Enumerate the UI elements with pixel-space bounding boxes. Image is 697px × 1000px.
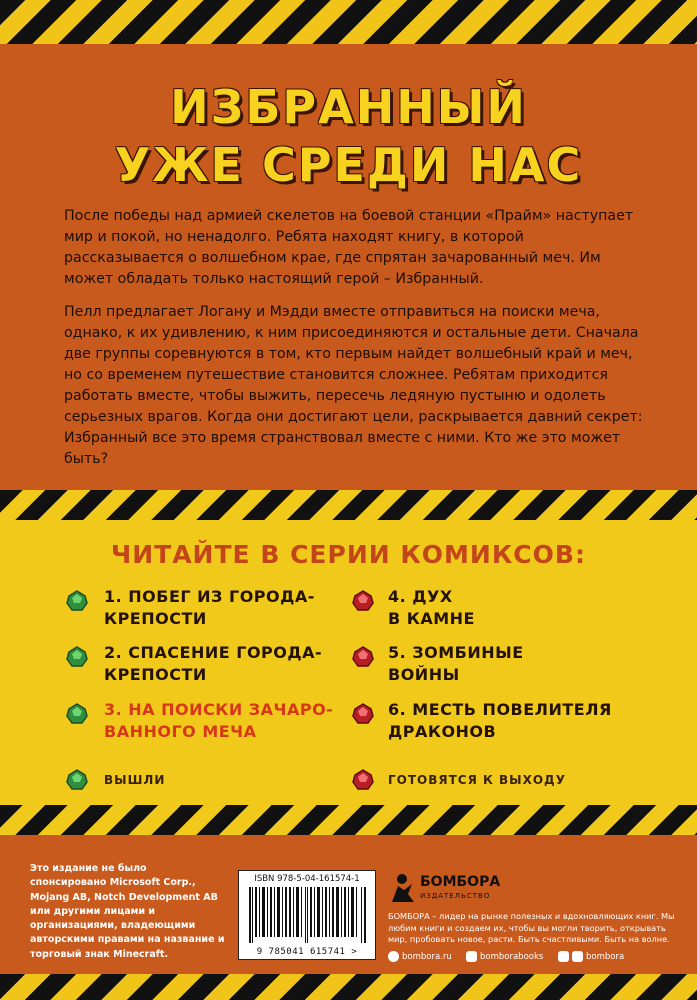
- series-title: ЧИТАЙТЕ В СЕРИИ КОМИКСОВ:: [111, 540, 586, 569]
- green-gem-icon: [66, 646, 88, 668]
- book-5-line-1: 5. ЗОМБИНЫЕ: [388, 643, 524, 662]
- hazard-stripe-bottom: [0, 974, 697, 1000]
- book-6: [388, 699, 612, 743]
- isbn-text: ISBN 978-5-04-161574-1: [254, 874, 360, 884]
- telegram-icon: [558, 951, 569, 962]
- green-gem-icon: [66, 703, 88, 725]
- book-1-line-1: 1. ПОБЕГ ИЗ ГОРОДА-: [104, 587, 315, 606]
- social-site[interactable]: [388, 951, 452, 962]
- disclaimer: Это издание не было спонсировано Microsoft Corp., Mojang AB, Notch Development AB или другими лицами и организациями, владеющими авторскими правами на название и торговый знак Minecraft.: [30, 863, 225, 960]
- red-gem-icon: [352, 646, 374, 668]
- book-2-line-2: КРЕПОСТИ: [104, 665, 207, 684]
- social-other-label: bombora: [586, 951, 625, 962]
- book-2: [104, 642, 322, 686]
- bombora-logo: [388, 872, 508, 906]
- book-1: [104, 586, 315, 630]
- social-vk-label: bomborabooks: [480, 951, 544, 962]
- social-links: [388, 951, 678, 965]
- green-gem-icon: [66, 590, 88, 612]
- book-3-line-1: 3. НА ПОИСКИ ЗАЧАРО-: [104, 700, 334, 719]
- red-gem-icon: [352, 590, 374, 612]
- hazard-stripe-top: [0, 0, 697, 44]
- legend-published-label: ВЫШЛИ: [104, 773, 166, 787]
- social-other[interactable]: [558, 951, 624, 962]
- blurb-paragraph-1: После победы над армией скелетов на боевой станции «Прайм» наступает мир и покой, но ненадолго. Ребята находят книгу, в которой рассказывается о волшебном крае, где спрятан зачарованный меч. Им может обладать только настоящий герой – Избранный.: [64, 208, 634, 287]
- social-site-label: bombora.ru: [402, 951, 452, 962]
- book-6-line-1: 6. МЕСТЬ ПОВЕЛИТЕЛЯ: [388, 700, 612, 719]
- book-3-line-2: ВАННОГО МЕЧА: [104, 722, 257, 741]
- book-2-line-1: 2. СПАСЕНИЕ ГОРОДА-: [104, 643, 323, 662]
- barcode: [238, 870, 376, 960]
- blurb: [64, 206, 644, 482]
- bombora-logo-icon: [388, 872, 416, 904]
- globe-icon: [388, 951, 399, 962]
- book-4-line-1: 4. ДУХ: [388, 587, 453, 606]
- headline-line-1: ИЗБРАННЫЙ: [170, 80, 527, 134]
- social-vk[interactable]: [466, 951, 543, 962]
- book-5: [388, 642, 524, 686]
- blurb-paragraph-2: Пелл предлагает Логану и Мэдди вместе отправиться на поиски меча, однако, к их удивлению, к ним присоединяются и остальные дети. Сначала две группы соревнуются в том, кто первым найдет волшебный край и меч, но со временем путешествие становится сложнее. Ребятам приходится работать вместе, чтобы выжить, пересечь ледяную пустыню и одолеть серьезных врагов. Когда они достигают цели, раскрывается давний секрет: Избранный все это время странствовал вместе с ними. Кто же это может быть?: [64, 304, 643, 467]
- headline-line-2: УЖЕ СРЕДИ НАС: [114, 138, 583, 192]
- barcode-bars: [249, 887, 367, 943]
- bombora-name: БОМБОРА: [420, 874, 501, 890]
- book-5-line-2: ВОЙНЫ: [388, 665, 460, 684]
- video-icon: [572, 951, 583, 962]
- barcode-digits: 9 785041 615741 >: [256, 947, 358, 957]
- vk-icon: [466, 951, 477, 962]
- book-4: [388, 586, 475, 630]
- headline: [0, 78, 697, 194]
- bombora-subtitle: ИЗДАТЕЛЬСТВО: [420, 892, 491, 900]
- red-gem-icon: [352, 769, 374, 791]
- book-4-line-2: В КАМНЕ: [388, 609, 475, 628]
- publisher-description: БОМБОРА – лидер на рынке полезных и вдохновляющих книг. Мы любим книги и создаем их, чтобы вы могли творить, открывать мир, пробовать новое, расти. Быть счастливыми. Быть на волне.: [388, 911, 675, 944]
- hazard-stripe-box-top: [0, 490, 697, 520]
- book-3: [104, 699, 333, 743]
- green-gem-icon: [66, 769, 88, 791]
- red-gem-icon: [352, 703, 374, 725]
- book-1-line-2: КРЕПОСТИ: [104, 609, 207, 628]
- legend-upcoming-label: ГОТОВЯТСЯ К ВЫХОДУ: [388, 773, 566, 787]
- hazard-stripe-box-bottom: [0, 805, 697, 835]
- book-6-line-2: ДРАКОНОВ: [388, 722, 497, 741]
